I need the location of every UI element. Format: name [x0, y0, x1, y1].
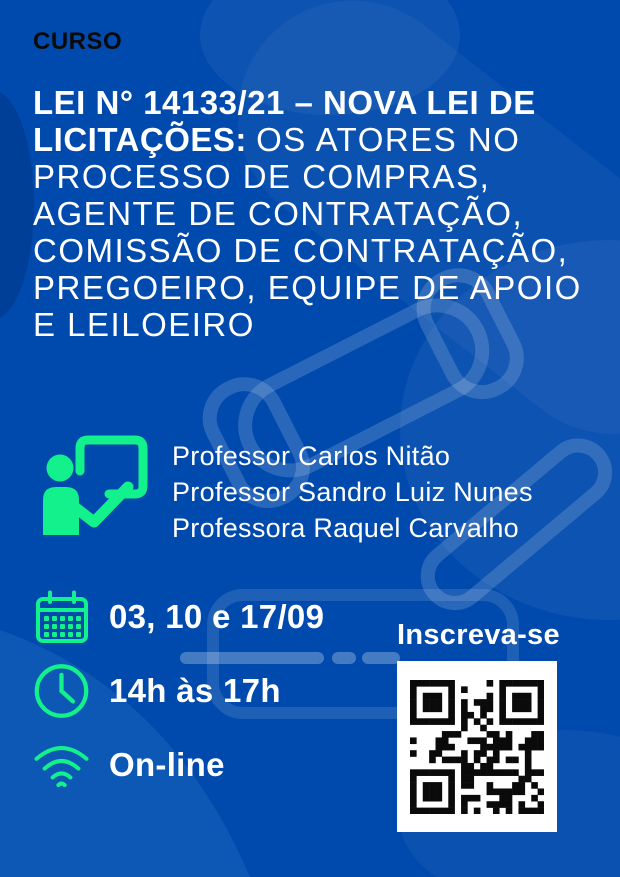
course-title: [33, 84, 598, 343]
date-row: [33, 588, 324, 645]
speaker-name: Professor Sandro Luiz Nunes: [172, 477, 533, 507]
signup-label: Inscreva-se: [397, 619, 560, 651]
time-row: [33, 662, 281, 719]
presenter-icon: [33, 429, 151, 535]
title-line: E LEILOEIRO: [33, 306, 255, 343]
clock-icon: [33, 662, 90, 719]
title-line: PREGOEIRO, EQUIPE DE APOIO: [33, 269, 582, 306]
title-line: AGENTE DE CONTRATAÇÃO,: [33, 195, 524, 232]
time-label: 14h às 17h: [109, 671, 281, 709]
date-label: 03, 10 e 17/09: [109, 597, 325, 635]
title-line: LEI N° 14133/21 – NOVA LEI DE: [33, 84, 536, 121]
calendar-icon: [33, 588, 90, 645]
qr-code: [397, 661, 557, 832]
mode-row: [33, 736, 225, 793]
title-line: COMISSÃO DE CONTRATAÇÃO,: [33, 232, 569, 269]
title-line: LICITAÇÕES: OS ATORES NO: [33, 121, 521, 158]
mode-label: On-line: [109, 745, 225, 783]
speaker-names: [172, 438, 533, 546]
wifi-icon: [33, 736, 90, 793]
title-line: PROCESSO DE COMPRAS,: [33, 158, 491, 195]
speaker-name: Professor Carlos Nitão: [172, 441, 451, 471]
speaker-name: Professora Raquel Carvalho: [172, 513, 519, 543]
speakers-section: [33, 429, 533, 546]
kicker-curso: CURSO: [33, 28, 123, 55]
